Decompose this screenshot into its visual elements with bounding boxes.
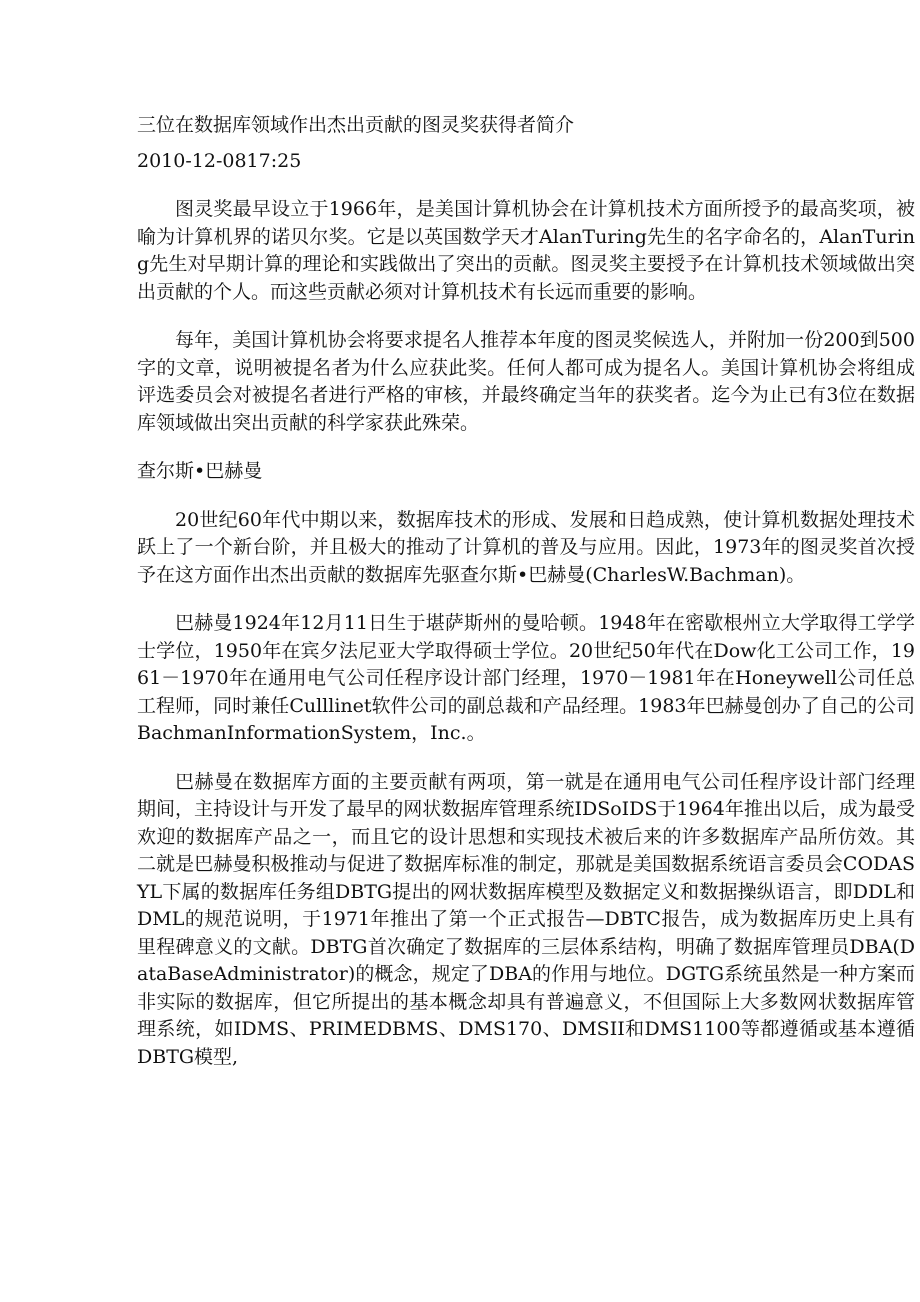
document-page: [137, 112, 915, 1071]
paragraph-bachman-1: 20世纪60年代中期以来，数据库技术的形成、发展和日趋成熟，使计算机数据处理技术跃上了一个新台阶，并且极大的推动了计算机的普及与应用。因此，1973年的图灵奖首次授予在这方面作出杰出贡献的数据库先驱查尔斯•巴赫曼(CharlesW.Bachman)。: [137, 508, 915, 586]
section-heading: 查尔斯•巴赫曼: [137, 460, 263, 482]
paragraph-bachman-3: 巴赫曼在数据库方面的主要贡献有两项，第一就是在通用电气公司任程序设计部门经理期间，主持设计与开发了最早的网状数据库管理系统IDSoIDS于1964年推出以后，成为最受欢迎的数据库产品之一，而且它的设计思想和实现技术被后来的许多数据库产品所仿效。其二就是巴赫曼积极推动与促进了数据库标准的制定，那就是美国数据系统语言委员会CODASYL下属的数据库任务组DBTG提出的网状数据库模型及数据定义和数据操纵语言，即DDL和DML的规范说明，于1971年推出了第一个正式报告—DBTC报告，成为数据库历史上具有里程碑意义的文献。DBTG首次确定了数据库的三层体系结构，明确了数据库管理员DBA(DataBaseAdministrator)的概念，规定了DBA的作用与地位。DGTG系统虽然是一种方案而非实际的数据库，但它所提出的基本概念却具有普遍意义，不但国际上大多数网状数据库管理系统，如IDMS、PRIMEDBMS、DMS170、DMSII和DMS1100等都遵循或基本遵循DBTG模型,: [137, 770, 915, 1068]
paragraph-bachman-2: 巴赫曼1924年12月11日生于堪萨斯州的曼哈顿。1948年在密歇根州立大学取得工学学士学位，1950年在宾夕法尼亚大学取得硕士学位。20世纪50年代在Dow化工公司工作，1961－1970年在通用电气公司任程序设计部门经理，1970－1981年在Honeywell公司任总工程师，同时兼任Culllinet软件公司的副总裁和产品经理。1983年巴赫曼创办了自己的公司BachmanInformationSystem，Inc.。: [137, 612, 915, 744]
paragraph-intro-1: 图灵奖最早设立于1966年，是美国计算机协会在计算机技术方面所授予的最高奖项，被喻为计算机界的诺贝尔奖。它是以英国数学天才AlanTuring先生的名字命名的，AlanTuring先生对早期计算的理论和实践做出了突出的贡献。图灵奖主要授予在计算机技术领域做出突出贡献的个人。而这些贡献必须对计算机技术有长远而重要的影响。: [137, 198, 915, 303]
article-title: 三位在数据库领域作出杰出贡献的图灵奖获得者简介: [137, 114, 575, 136]
article-date: 2010-12-0817:25: [137, 149, 302, 172]
paragraph-intro-2: 每年，美国计算机协会将要求提名人推荐本年度的图灵奖候选人，并附加一份200到500字的文章，说明被提名者为什么应获此奖。任何人都可成为提名人。美国计算机协会将组成评选委员会对被提名者进行严格的审核，并最终确定当年的获奖者。迄今为止已有3位在数据库领域做出突出贡献的科学家获此殊荣。: [137, 329, 915, 434]
